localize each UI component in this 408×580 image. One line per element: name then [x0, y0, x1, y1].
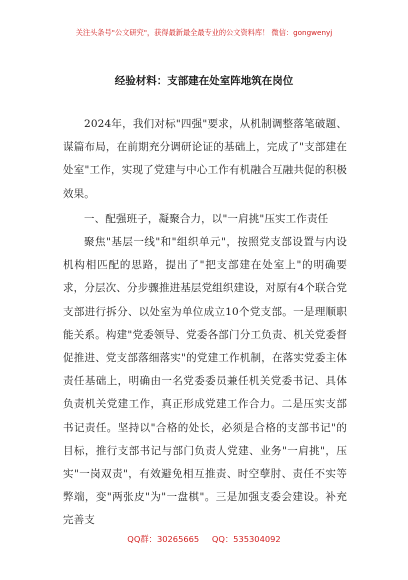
- document-body: [63, 113, 347, 533]
- intro-paragraph: 2024年，我们对标"四强"要求，从机制调整落笔破题、谋篇布局，在前期充分调研论证的基础上，完成了"支部建在处室"工作，实现了党建与中心工作有机融合互融共促的积极效果。: [63, 118, 347, 200]
- document-title: 经验材料：支部建在处室阵地筑在岗位: [114, 75, 294, 87]
- qq-number: QQ：535304092: [211, 534, 281, 544]
- section-heading-1: 一、配强班子，凝聚合力，以"一肩挑"压实工作责任: [84, 212, 329, 225]
- footer-contact-line: [0, 533, 408, 545]
- header-promo-banner: 关注头条号"公文研究"，获得最新最全最专业的公文资料库！ 微信：gongwenyj: [75, 28, 333, 37]
- qq-group-number: QQ群：30265665: [127, 534, 200, 544]
- body-paragraph: 聚焦"基层一线"和"组织单元"，按照党支部设置与内设机构相匹配的思路，提出了"把支部建在处室上"的明确要求，分层次、分步骤推进基层党组织建设，对原有4个联合党支部进行拆分、以处室为单位成立10个党支部。一是理顺职能关系。构建"党委领导、党委各部门分工负责、机关党委督促推进、党支部落细落实"的党建工作机制，在落实党委主体责任基础上，明确由一名党委委员兼任机关党委书记、具体负责机关党建工作，真正形成党建工作合力。二是压实支部书记责任。坚持以"合格的处长，必须是合格的支部书记"的目标，推行支部书记与部门负责人党建、业务"一肩挑"，压实"一岗双责"，有效避免相互推责、时空孽肘、责任不实等弊端，变"两张皮"为"一盘棋"。三是加强支委会建设。补充完善支: [63, 236, 347, 527]
